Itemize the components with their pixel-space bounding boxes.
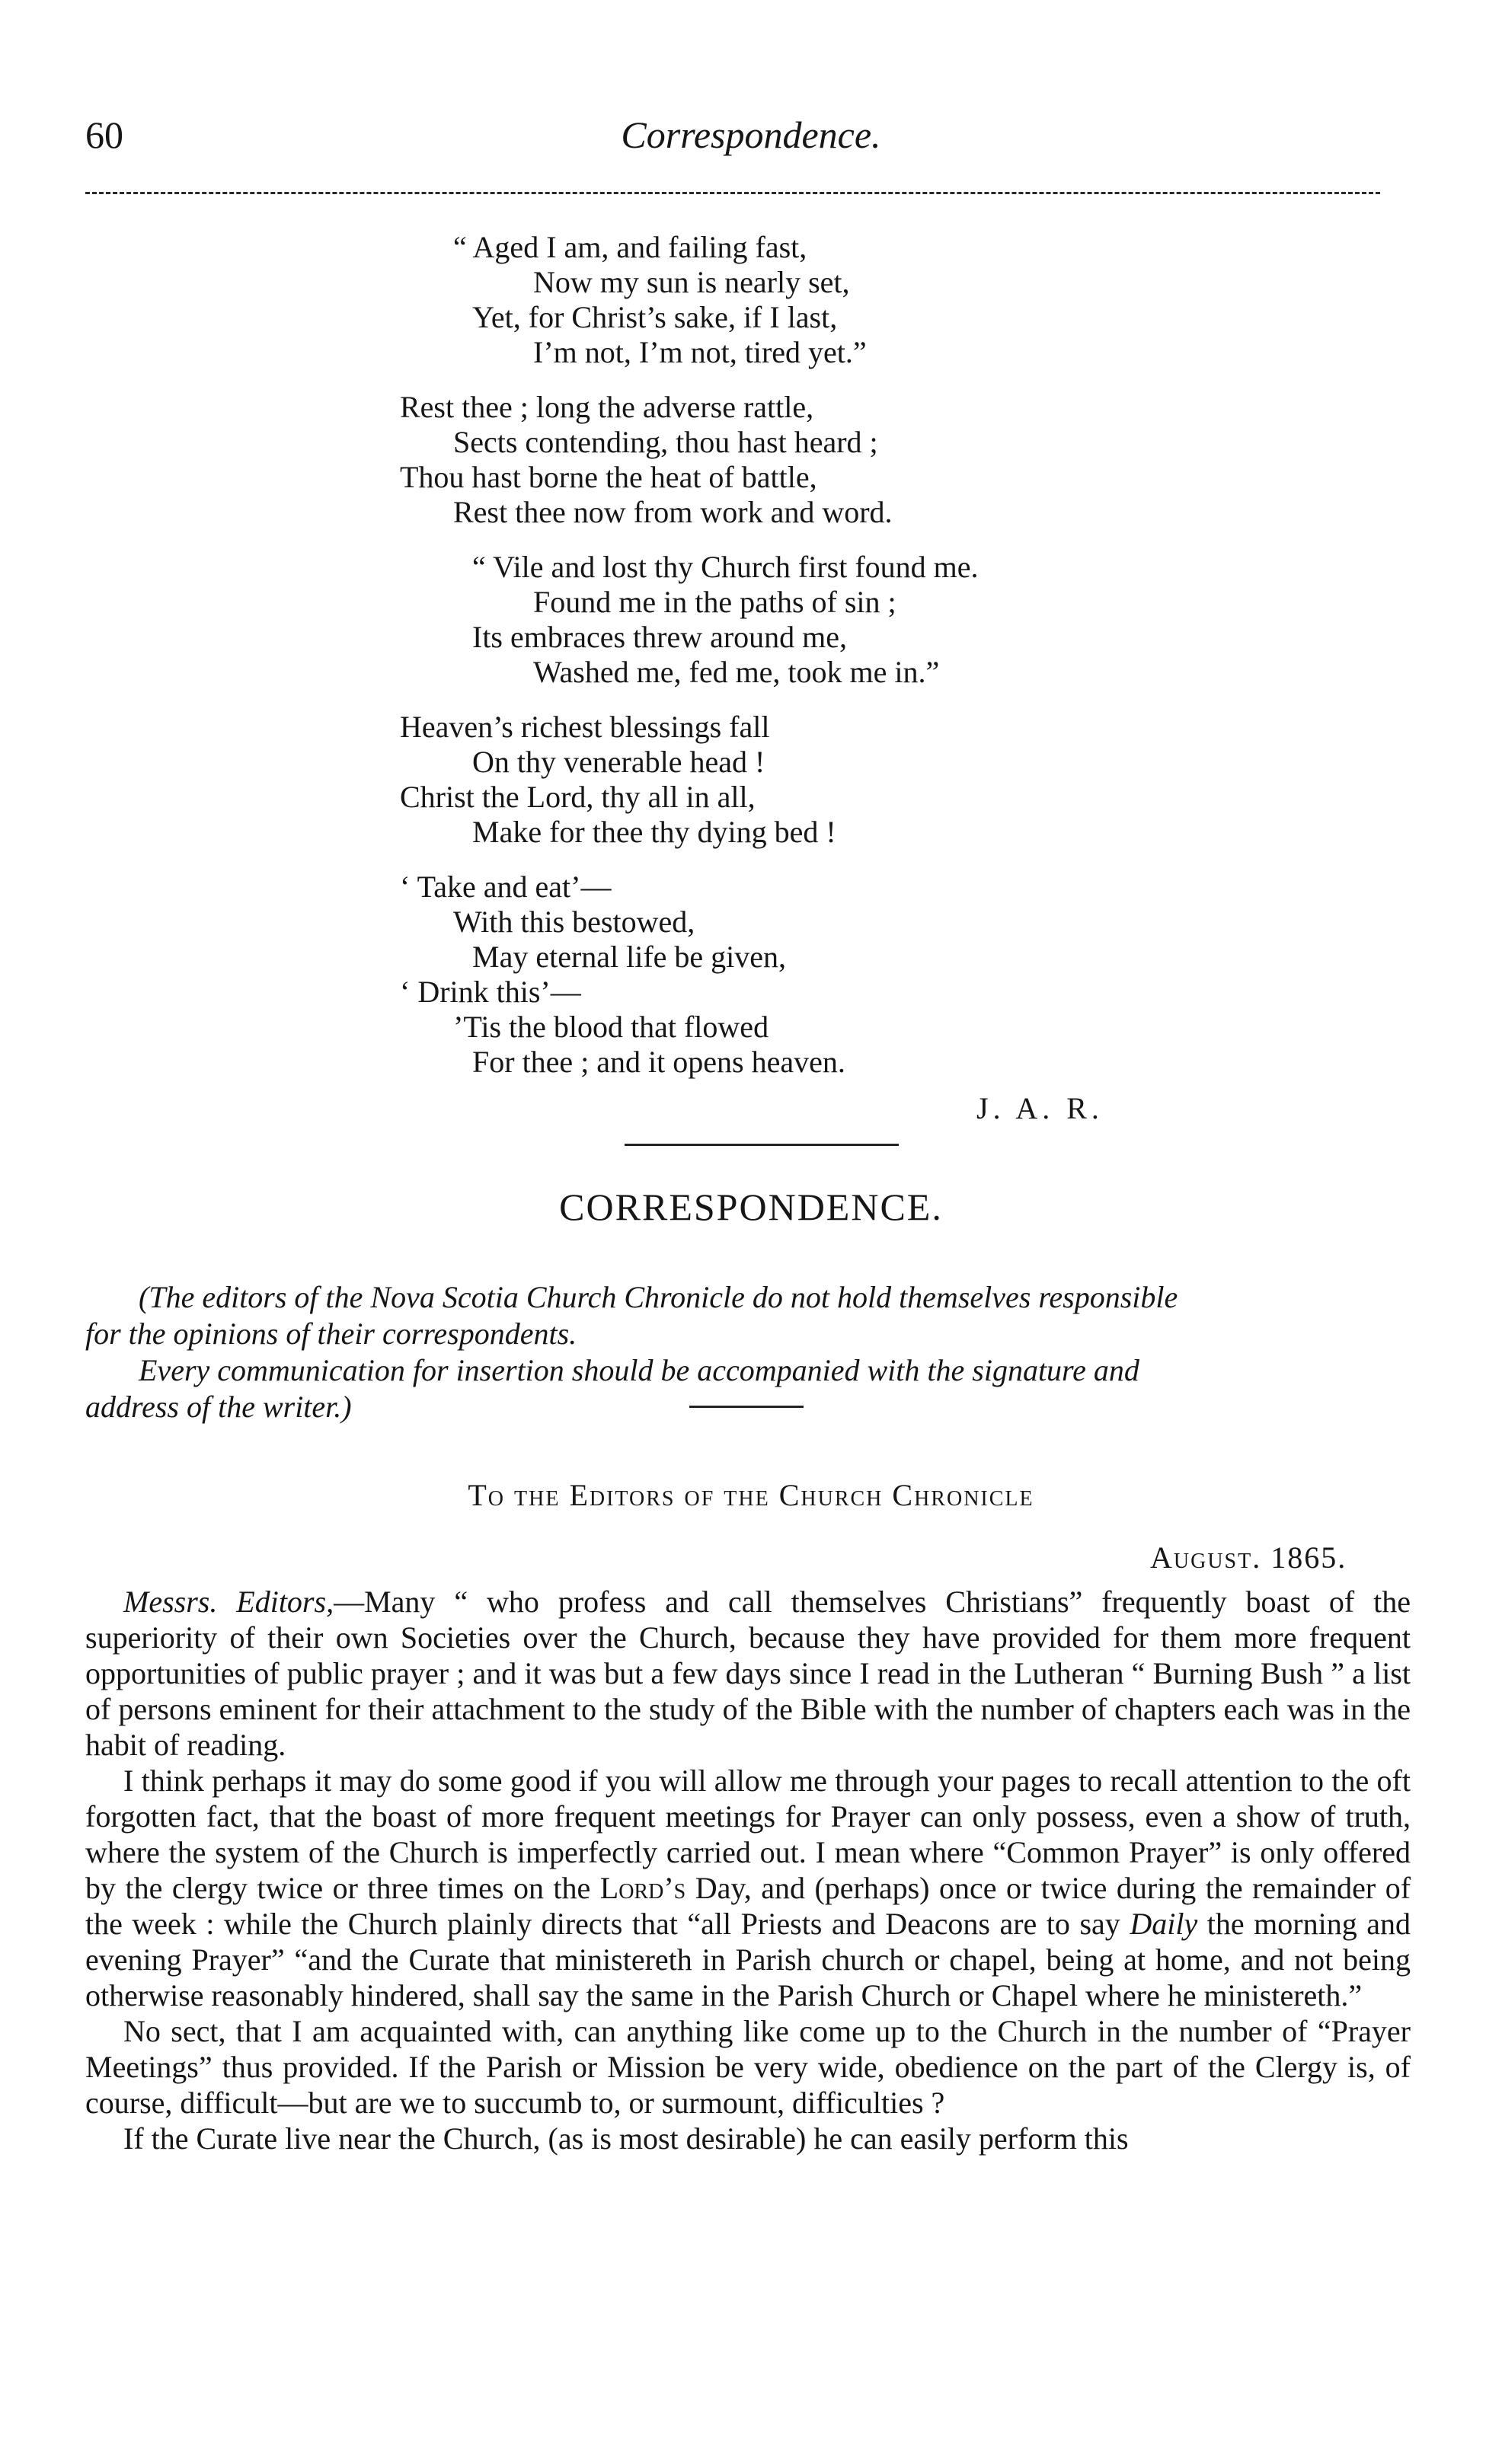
- section-heading: CORRESPONDENCE.: [559, 1186, 943, 1228]
- poem-stanza-2: [0, 390, 1502, 530]
- letter-paragraph: [85, 1584, 1411, 1763]
- poem-line: I’m not, I’m not, tired yet.”: [533, 335, 867, 369]
- poem-line: Heaven’s richest blessings fall: [400, 710, 770, 744]
- letter-body: [85, 1584, 1411, 2156]
- poem-line: “ Aged I am, and failing fast,: [453, 230, 807, 264]
- editorial-note-line: Every communication for insertion should be accompanied with the signature and: [139, 1353, 1139, 1387]
- letter-text: the morning and evening Prayer” “and the Curate that ministereth in Parish church or chapel, being at home, and not being otherwise reasonably hindered, shall say the same in the Parish Church or Chapel where he ministereth.”: [85, 1907, 1411, 2012]
- salutation: Messrs. Editors,: [123, 1585, 334, 1619]
- letter-address: To the Editors of the Church Chronicle: [468, 1478, 1034, 1512]
- poem-line: Washed me, fed me, took me in.”: [533, 655, 940, 689]
- editorial-note-line: (The editors of the Nova Scotia Church Chronicle do not hold themselves responsible: [139, 1280, 1178, 1314]
- poem-line: Found me in the paths of sin ;: [533, 585, 896, 619]
- poem-stanza-4: [0, 710, 1502, 850]
- letter-paragraph: [85, 1763, 1411, 2013]
- poem: [0, 230, 1502, 1100]
- poem-stanza-5: [0, 870, 1502, 1080]
- letter-text: —Many “ who profess and call themselves Christians” frequently boast of the superiority of their own Societies over the Church, because they have provided for them more frequent opportunities of public prayer ; and it was but a few days since I read in the Lutheran “ Burning Bush ” a list of persons eminent for their attachment to the study of the Bible with the number of chapters each was in the habit of reading.: [85, 1585, 1411, 1762]
- editorial-note-line: address of the writer.): [85, 1390, 352, 1424]
- poem-line: ’Tis the blood that flowed: [453, 1010, 769, 1044]
- poem-line: ‘ Drink this’—: [400, 975, 581, 1009]
- editorial-note: [85, 1279, 1411, 1425]
- poem-line: On thy venerable head !: [472, 745, 765, 779]
- poem-signature: J. A. R.: [976, 1091, 1104, 1125]
- poem-line: Rest thee ; long the adverse rattle,: [400, 390, 814, 424]
- letter-text: Day, and (perhaps) once or twice during the remainder of the week : while the Church plainly directs that “all Priests and Deacons are to say: [85, 1871, 1411, 1941]
- poem-line: Its embraces threw around me,: [472, 620, 848, 654]
- section-divider: [625, 1144, 899, 1146]
- poem-stanza-3: [0, 550, 1502, 690]
- letter-text: Daily: [1130, 1907, 1198, 1941]
- poem-line: Now my sun is nearly set,: [533, 265, 850, 299]
- poem-line: Christ the Lord, thy all in all,: [400, 780, 756, 814]
- running-title: Correspondence.: [621, 113, 881, 156]
- letter-text: Lord’s: [599, 1871, 686, 1905]
- poem-line: Thou hast borne the heat of battle,: [400, 460, 817, 494]
- poem-line: Make for thee thy dying bed !: [472, 815, 836, 849]
- note-divider: [689, 1406, 804, 1408]
- poem-line: With this bestowed,: [453, 905, 695, 939]
- letter-text: I think perhaps it may do some good if you will allow me through your pages to recall attention to the oft forgotten fact, that the boast of more frequent meetings for Prayer can only possess, even a show of truth, where the system of the Church is imperfectly carried out. I mean where “Common Prayer” is only offered by the clergy twice or three times on the: [85, 1763, 1411, 1905]
- poem-line: May eternal life be given,: [472, 940, 787, 974]
- letter-paragraph: No sect, that I am acquainted with, can anything like come up to the Church in the number of “Prayer Meetings” thus provided. If the Parish or Mission be very wide, obedience on the part of the Clergy is, of course, difficult—but are we to succumb to, or surmount, difficulties ?: [85, 2014, 1411, 2120]
- poem-line: For thee ; and it opens heaven.: [472, 1045, 845, 1079]
- poem-line: Sects contending, thou hast heard ;: [453, 425, 878, 459]
- letter-paragraph: If the Curate live near the Church, (as is most desirable) he can easily perform this: [123, 2121, 1129, 2156]
- letter-date: August. 1865.: [1150, 1540, 1347, 1575]
- poem-line: Rest thee now from work and word.: [453, 495, 893, 529]
- editorial-note-line: for the opinions of their correspondents.: [85, 1317, 577, 1351]
- header-rule: [85, 192, 1380, 194]
- poem-line: “ Vile and lost thy Church first found me.: [472, 550, 979, 584]
- poem-stanza-1: [0, 230, 1502, 370]
- poem-line: Yet, for Christ’s sake, if I last,: [472, 300, 838, 334]
- page-number: 60: [85, 113, 123, 156]
- poem-line: ‘ Take and eat’—: [400, 870, 612, 904]
